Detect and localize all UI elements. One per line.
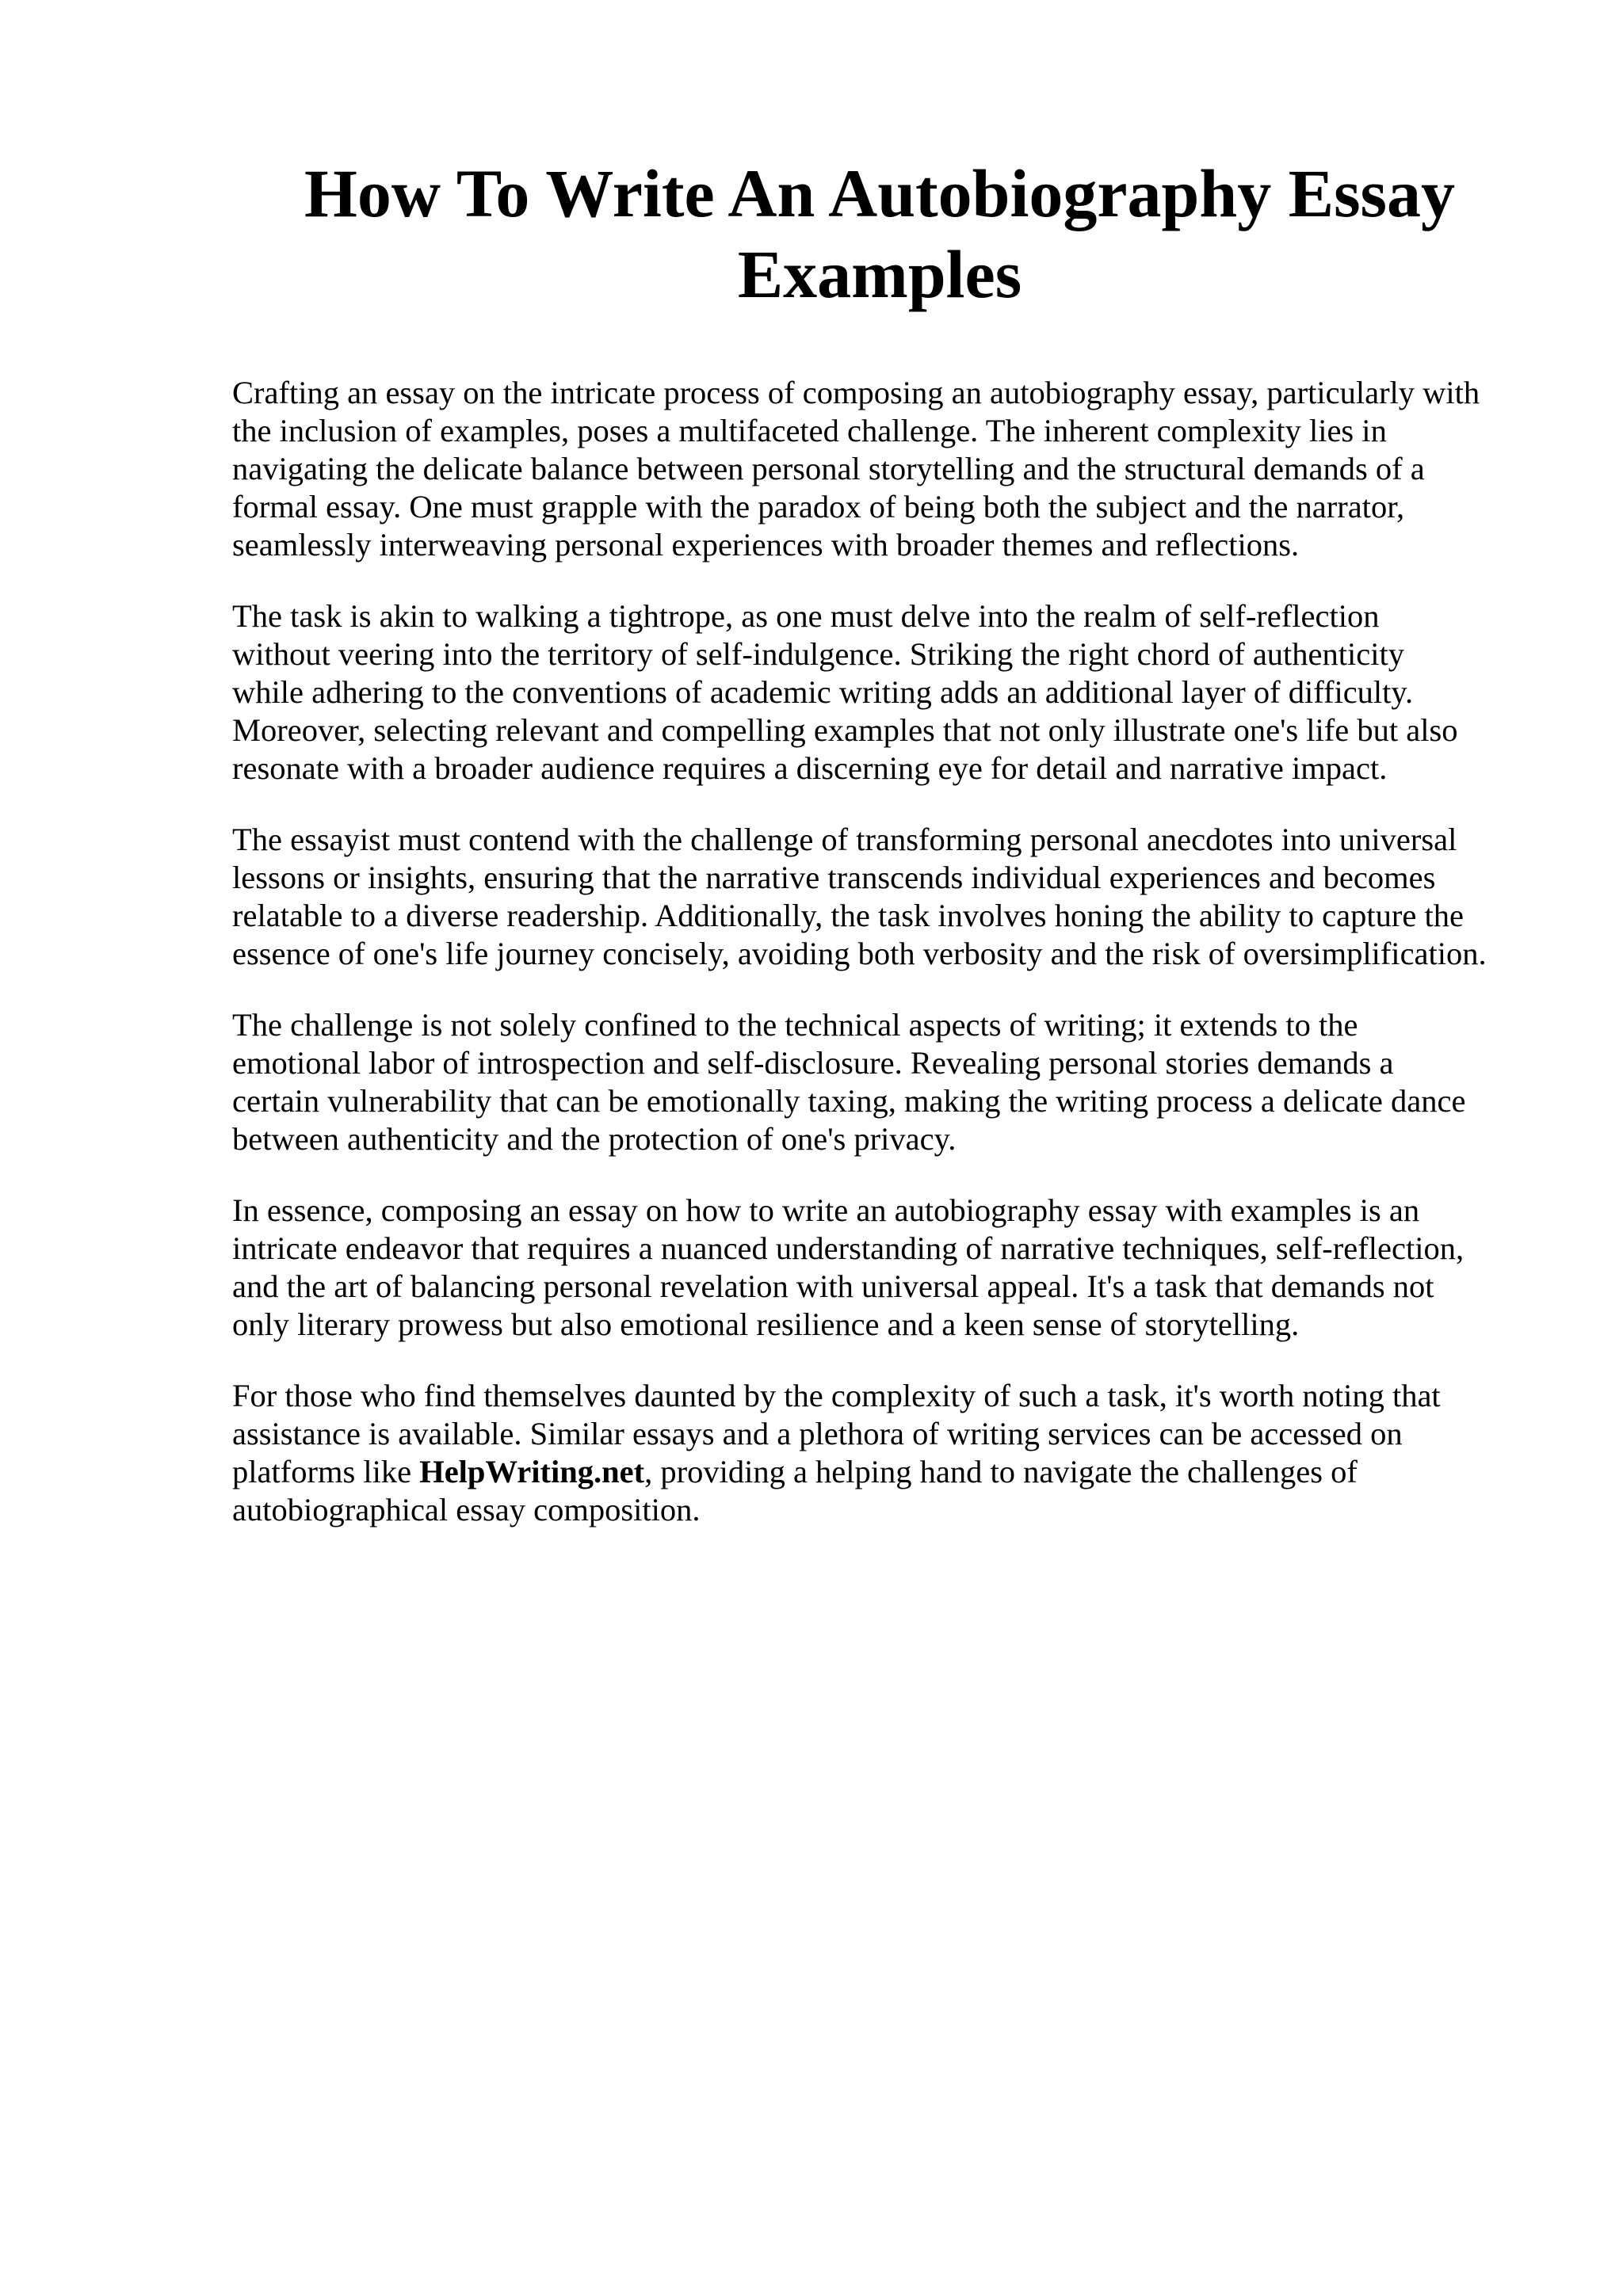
title-line-1: How To Write An Autobiography Essay xyxy=(304,155,1456,231)
text-before-link: platforms like xyxy=(232,1454,420,1489)
page-title xyxy=(206,153,1553,315)
paragraph-2 xyxy=(232,597,1579,788)
paragraph-line: lessons or insights, ensuring that the narrative transcends individual experiences and becomes xyxy=(232,860,1436,895)
essay-body xyxy=(232,374,1579,1562)
paragraph-line: Crafting an essay on the intricate process of composing an autobiography essay, particularly with xyxy=(232,375,1480,410)
paragraph-3 xyxy=(232,821,1579,973)
paragraph-line: the inclusion of examples, poses a multifaceted challenge. The inherent complexity lies in xyxy=(232,413,1387,448)
paragraph-line: The essayist must contend with the challenge of transforming personal anecdotes into universal xyxy=(232,822,1457,857)
paragraph-line: formal essay. One must grapple with the paradox of being both the subject and the narrator, xyxy=(232,489,1405,524)
text-after-link: , providing a helping hand to navigate the challenges of xyxy=(644,1454,1358,1489)
paragraph-line: seamlessly interweaving personal experiences with broader themes and reflections. xyxy=(232,527,1300,563)
paragraph-line: For those who find themselves daunted by the complexity of such a task, it's worth noting that xyxy=(232,1378,1441,1413)
paragraph-line: emotional labor of introspection and self-disclosure. Revealing personal stories demands a xyxy=(232,1045,1394,1081)
paragraph-line: navigating the delicate balance between personal storytelling and the structural demands of a xyxy=(232,451,1425,486)
paragraph-line: without veering into the territory of self-indulgence. Striking the right chord of authenticity xyxy=(232,636,1405,672)
paragraph-line: and the art of balancing personal revelation with universal appeal. It's a task that demands not xyxy=(232,1268,1434,1304)
paragraph-line: only literary prowess but also emotional resilience and a keen sense of storytelling. xyxy=(232,1306,1300,1342)
title-line-2: Examples xyxy=(737,236,1022,312)
paragraph-line: In essence, composing an essay on how to write an autobiography essay with examples is an xyxy=(232,1192,1420,1228)
paragraph-line: while adhering to the conventions of academic writing adds an additional layer of difficulty. xyxy=(232,674,1414,710)
paragraph-4 xyxy=(232,1006,1579,1158)
paragraph-line: assistance is available. Similar essays and a plethora of writing services can be accessed on xyxy=(232,1416,1403,1451)
paragraph-1 xyxy=(232,374,1579,564)
paragraph-line: The challenge is not solely confined to the technical aspects of writing; it extends to the xyxy=(232,1007,1358,1043)
paragraph-6 xyxy=(232,1377,1579,1529)
paragraph-line: The task is akin to walking a tightrope, as one must delve into the realm of self-reflection xyxy=(232,598,1380,634)
paragraph-line: resonate with a broader audience requires a discerning eye for detail and narrative impact. xyxy=(232,750,1388,786)
paragraph-line-with-link xyxy=(232,1453,1579,1491)
helpwriting-link-text: HelpWriting.net xyxy=(419,1454,645,1489)
paragraph-line: intricate endeavor that requires a nuanced understanding of narrative techniques, self-reflection, xyxy=(232,1230,1465,1266)
paragraph-line: between authenticity and the protection of one's privacy. xyxy=(232,1121,957,1157)
paragraph-line: essence of one's life journey concisely, avoiding both verbosity and the risk of oversimplification. xyxy=(232,936,1487,971)
paragraph-line: certain vulnerability that can be emotionally taxing, making the writing process a delicate dance xyxy=(232,1083,1466,1119)
paragraph-5 xyxy=(232,1192,1579,1344)
paragraph-line: relatable to a diverse readership. Additionally, the task involves honing the ability to capture the xyxy=(232,898,1464,933)
paragraph-line: autobiographical essay composition. xyxy=(232,1492,701,1527)
paragraph-line: Moreover, selecting relevant and compelling examples that not only illustrate one's life but also xyxy=(232,712,1458,748)
